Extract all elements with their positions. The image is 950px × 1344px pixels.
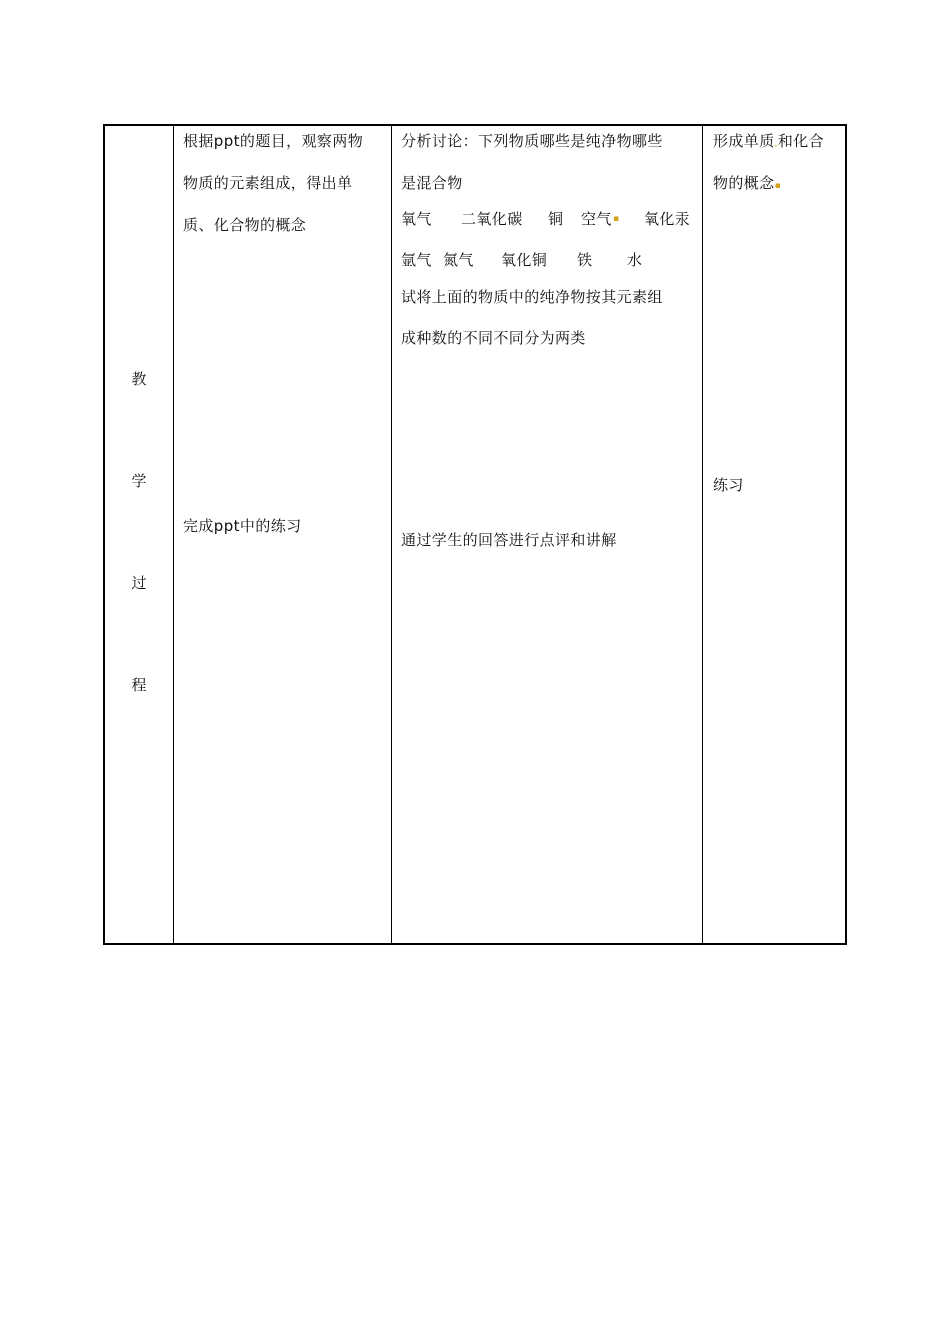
intent-text-line [713,172,781,193]
student-practice-text: 完成ppt中的练习 [183,517,302,535]
teacher-text-line: 是混合物 [401,174,463,192]
student-text-line: 质、化合物的概念 [183,216,307,234]
substance-item: 氧化铜 [501,251,548,269]
row-label-cell [105,126,173,943]
student-activity-cell [174,126,391,943]
intent-text-part: 形成单质 [713,132,775,150]
substance-item: 空气 [581,210,612,228]
substance-item: 氩气 [401,251,432,269]
teacher-feedback-text: 通过学生的回答进行点评和讲解 [401,531,617,549]
intent-text-part: 物的概念 [713,174,775,192]
row-label-char: 学 [131,472,147,490]
student-text-line: 根据ppt的题目，观察两物 [183,132,364,150]
lesson-table [103,124,847,945]
substance-item: 铁 [577,251,593,269]
design-intent-cell [703,126,847,943]
row-label-char: 教 [131,370,147,388]
edit-mark: ▪ [774,181,782,191]
teacher-task-line: 成种数的不同不同分为两类 [401,329,586,347]
substance-item: 氧化汞 [644,210,691,228]
teacher-text-line: 分析讨论：下列物质哪些是纯净物哪些 [401,132,663,150]
teacher-task-line: 试将上面的物质中的纯净物按其元素组 [401,288,663,306]
row-label-char: 过 [131,574,147,592]
edit-mark: ▪ [613,214,620,224]
intent-text-part: 和化合 [777,132,825,150]
teacher-activity-cell [392,126,702,943]
substance-item: 铜 [548,210,564,228]
substance-item: 水 [627,251,643,269]
intent-text-line [713,130,824,151]
substance-item: 氮气 [443,251,474,269]
intent-practice-text: 练习 [713,476,744,494]
substance-item: 二氧化碳 [461,210,523,228]
edit-mark: , [774,139,778,149]
substance-item: 氧气 [401,210,432,228]
row-label-char: 程 [131,676,147,694]
student-text-line: 物质的元素组成，得出单 [183,174,353,192]
